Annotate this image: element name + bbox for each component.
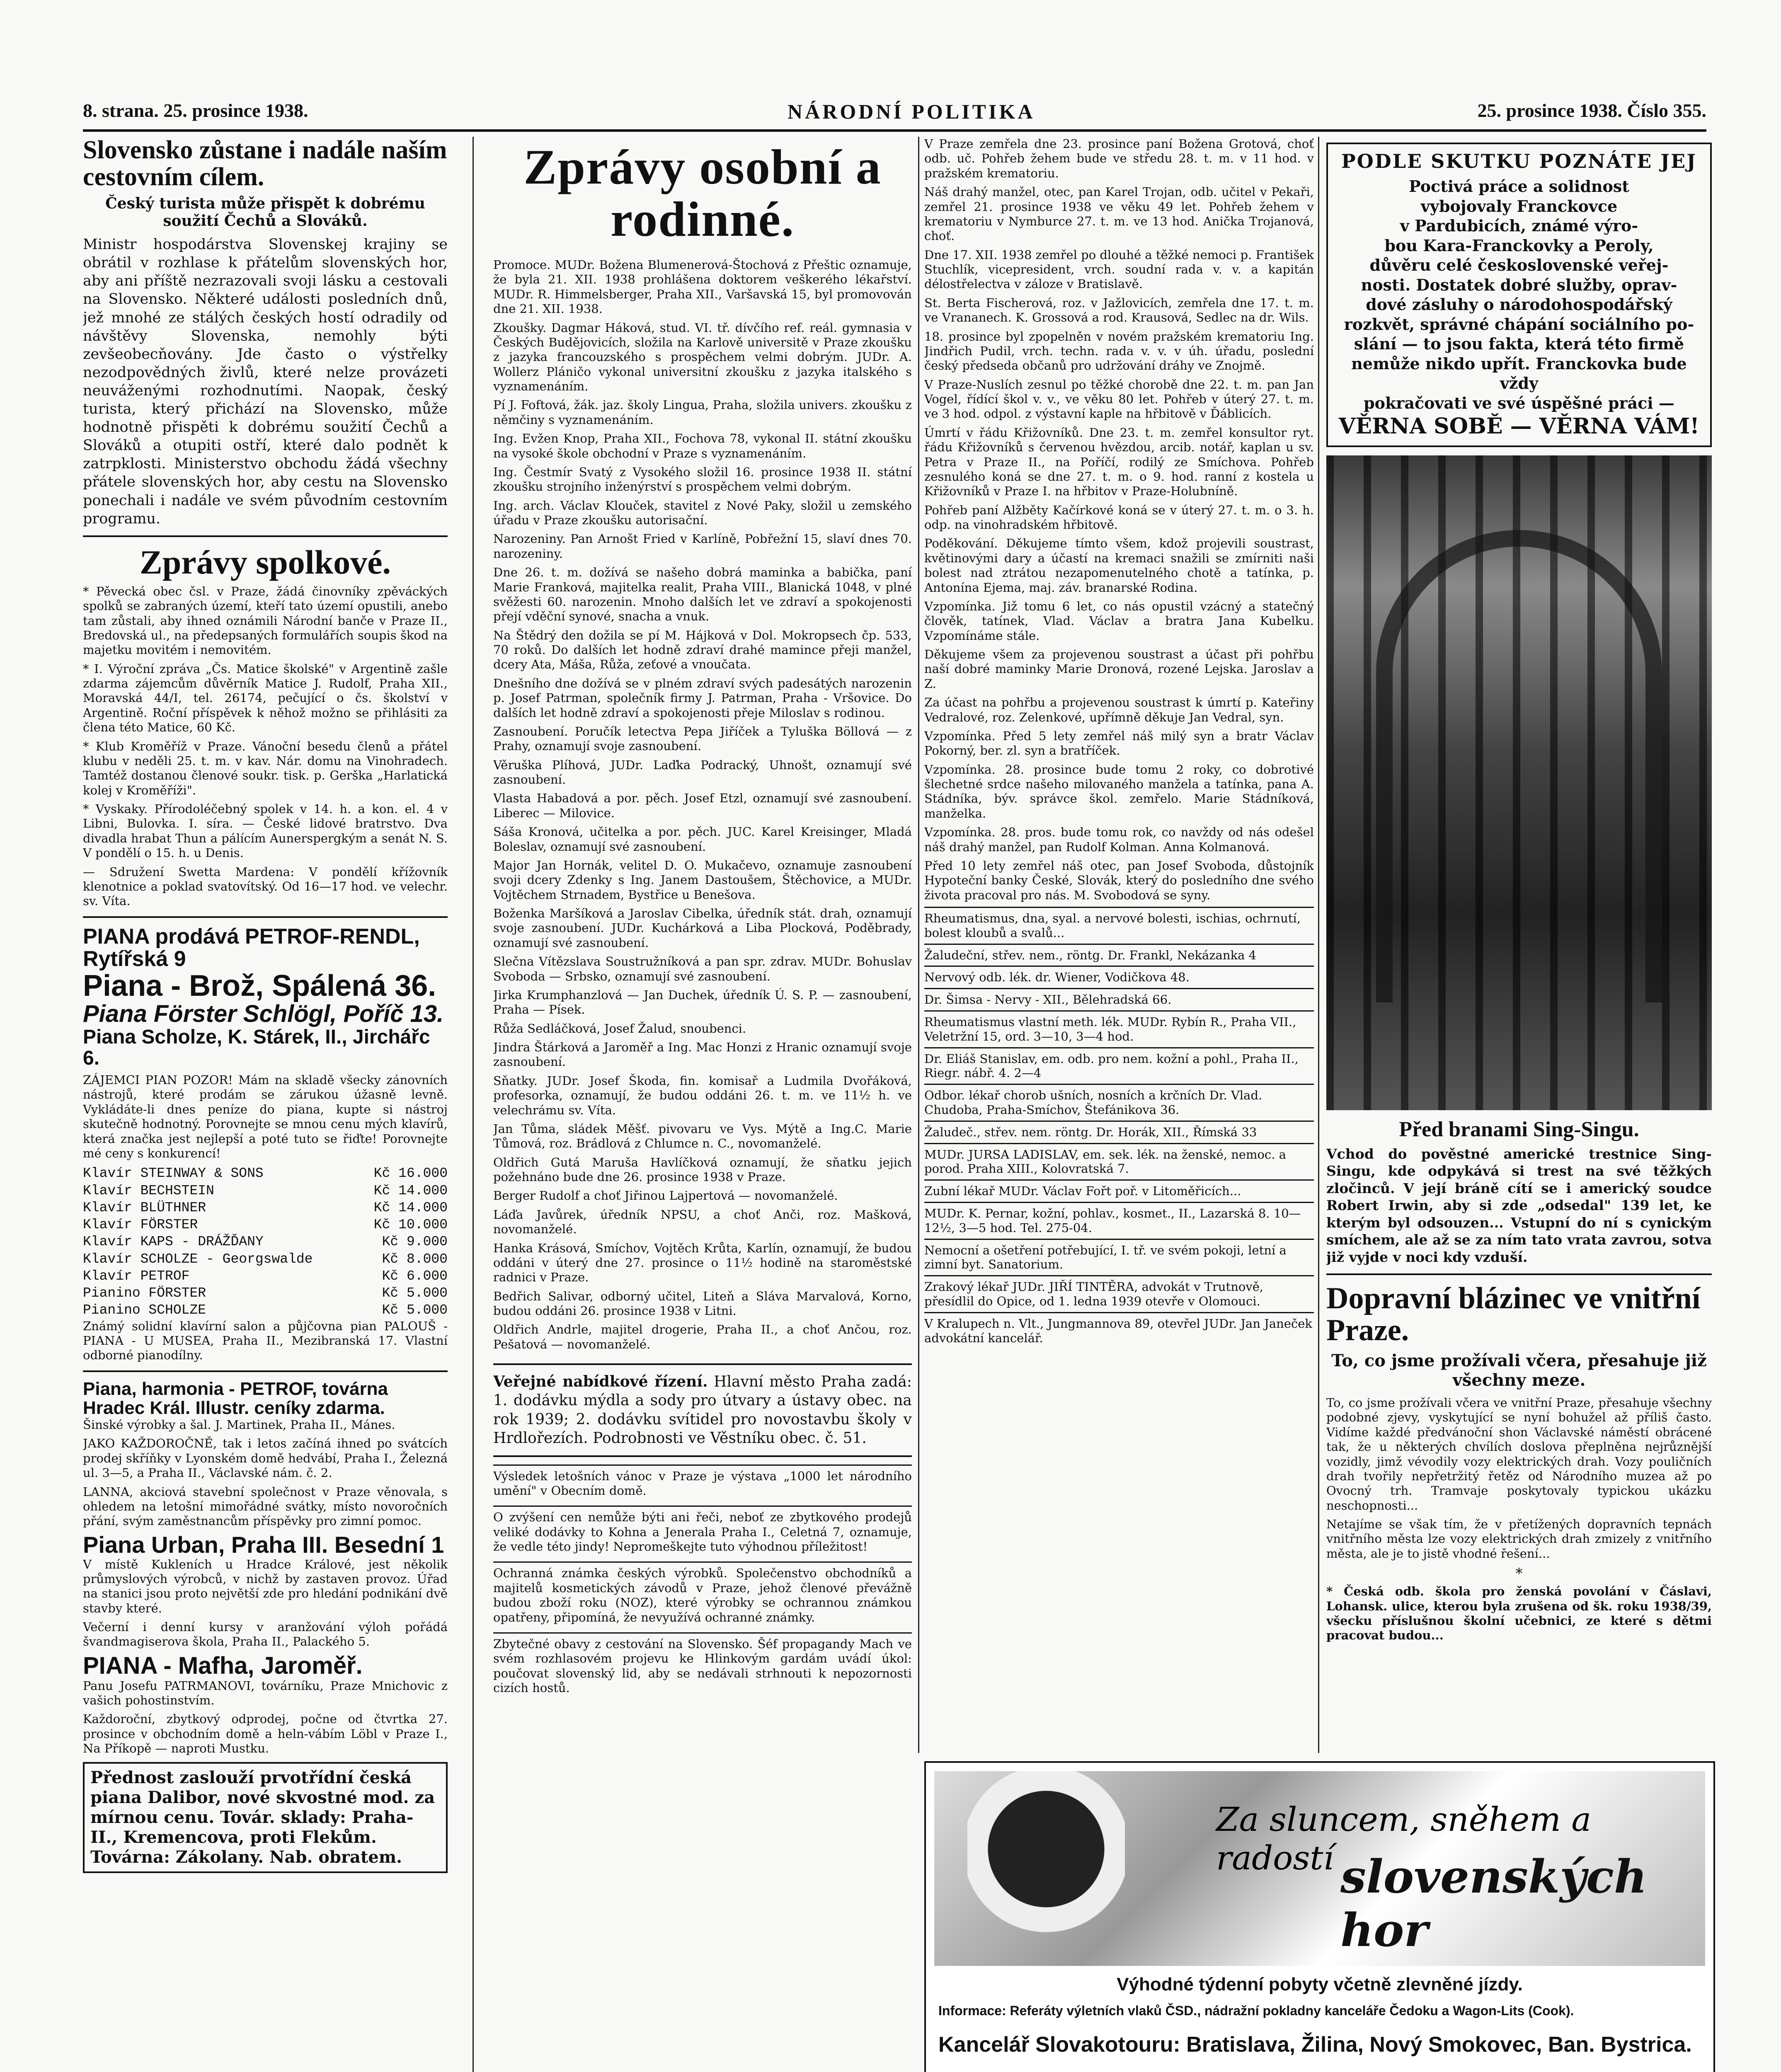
- column-divider: [1318, 137, 1319, 1753]
- doctor-ad: Rheumatismus vlastní meth. lék. MUDr. Rybín R., Praha VII., Veletržní 15, ord. 3—10, 3—4 hod.: [924, 1010, 1314, 1047]
- osobni-item: Sňatky. JUDr. Josef Škoda, fin. komisař a Ludmila Dvořáková, profesorka, oznamují, že budou oddáni 26. t. m. ve 11½ h. ve velechrámu sv. Víta.: [493, 1073, 912, 1117]
- motto-line: pokračovati ve své úspěšné práci —: [1364, 393, 1674, 412]
- photo-caption-title: Před branami Sing-Singu.: [1399, 1118, 1639, 1141]
- asterisk-divider: *: [1515, 1565, 1523, 1582]
- price-row: Pianino SCHOLZE Kč 5.000: [83, 1302, 448, 1318]
- ad-vecerni: Večerní i denní kursy v aranžování výloh pořádá švandmagiserova škola, Praha II., Palackého 5.: [83, 1620, 448, 1649]
- osobni-item: Ing. arch. Václav Klouček, stavitel z Nové Paky, složil u zemského úřadu v Praze zkoušku autorisační.: [493, 498, 912, 527]
- price-row: Klavír SCHOLZE - Georgswalde Kč 8.000: [83, 1251, 448, 1267]
- article-subtitle-slovensko: Český turista může přispět k dobrému soužití Čechů a Slováků.: [105, 195, 425, 230]
- price-row: Klavír BECHSTEIN Kč 14.000: [83, 1183, 448, 1198]
- osobni-item: Dne 26. t. m. dožívá se našeho dobrá maminka a babička, paní Marie Franková, majitelka realit, Praha VIII., Blanická 1048, v plné svěžesti 60. narozenin. Mnoho dalších let ve zdraví a spokojenosti přejí vděční synové, snacha a vnuk.: [493, 565, 912, 624]
- article-title-doprava: Dopravní blázinec ve vnitřní Praze.: [1326, 1281, 1701, 1348]
- ad-patrmanovi: Panu Josefu PATRMANOVI, továrníku, Praze Mnichovic z vašich pohostinstvím.: [83, 1678, 448, 1708]
- ad-zajemci: ZÁJEMCI PIAN POZOR! Mám na skladě všecky zánovních nástrojů, které prodám se zárukou úžasně levně. Vykládáte-li dnes peníze do piana, kupte si nástroj skutečně hodnotný. Porovnejte se mnou cenu mých klavírů, která značka jest nejlepší a poté tuto se řiďte! Porovnejte mé ceny s konkurencí!: [83, 1073, 448, 1160]
- motto-line: důvěru celé československé veřej-: [1369, 256, 1669, 274]
- ad-sinske: Šinské výrobky a šal. J. Martinek, Praha II., Mánes.: [83, 1418, 395, 1432]
- section-rule: [83, 916, 448, 918]
- obituary-item: Děkujeme všem za projevenou soustrast a účast při pohřbu naší dobré maminky Marie Dronová, rozené Lejska. Jaroslav a Z.: [924, 647, 1314, 691]
- osobni-item: Jindra Štárková a Jaroměř a Ing. Mac Honzi z Hranic oznamují svoje zasnoubení.: [493, 1040, 912, 1069]
- osobni-item: Major Jan Hornák, velitel D. O. Mukačevo, oznamuje zasnoubení svoji dcery Zdenky s Ing. Janem Dastoušem, Štěchovice, a MUDr. Vojtěchem Strnadem, Bystřice u Benešova.: [493, 858, 912, 902]
- notice-ceska-skola: * Česká odb. škola pro ženská povolání v Čáslavi, Lohansk. ulice, kterou byla zrušena od šk. roku 1938/39, všecku příslušnou školní učebnici, ze které s dětmi pracovat budou...: [1326, 1584, 1712, 1643]
- motto-line: nemůže nikdo upřít. Franckovka bude vždy: [1351, 354, 1687, 392]
- osobni-item: Na Štědrý den dožila se pí M. Hájková v Dol. Mokropsech čp. 533, 70 roků. Do dalších let hodně zdraví drahé mamince přeji manžel, dcery Ata, Máša, Růža, zeťové a vnoučata.: [493, 628, 912, 672]
- osobni-item: Věruška Plíhová, JUDr. Laďka Podracký, Uhnošt, oznamují své zasnoubení.: [493, 758, 912, 787]
- doctor-ad: Zubní lékař MUDr. Václav Fořt poř. v Litoměřicích...: [924, 1179, 1314, 1202]
- small-notice: Výsledek letošních vánoc v Praze je výstava „1000 let národního umění" v Obecním domě.: [493, 1464, 912, 1502]
- header-date-right: 25. prosince 1938. Číslo 355.: [1477, 100, 1706, 121]
- banner-script: Za sluncem, sněhem a radostí: [1216, 1800, 1592, 1877]
- doctor-ad: MUDr. K. Pernar, kožní, pohlav., kosmet., II., Lazarská 8. 10—12½, 3—5 hod. Tel. 275-04.: [924, 1202, 1314, 1239]
- ad-jako: JAKO KAŽDOROČNĚ, tak i letos začíná ihned po svátcích prodej skříňky v Lyonském domě hedvábí, Praha I., Železná ul. 3—5, a Praha II., Václavské nám. č. 2.: [83, 1436, 448, 1480]
- obituary-item: Vzpomínka. 28. pros. bude tomu rok, co navždy od nás odešel náš drahý manžel, pan Rudolf Kolman. Anna Kolmanová.: [924, 825, 1314, 854]
- spolkove-item: * I. Výroční zpráva „Čs. Matice školské" v Argentině zašle zdarma zájemcům důvěrník Matice J. Rudolf, Praha XII., Moravská 44/I, tel. 26174, pečující o čs. školství v Argentině. Roční příspěvek k něhož možno se přihlásiti za člena této Matice, 60 Kč.: [83, 661, 448, 735]
- price-row: Klavír BLÜTHNER Kč 14.000: [83, 1200, 448, 1215]
- section-rule: [493, 1455, 912, 1457]
- obituary-item: V Praze zemřela dne 23. prosince paní Božena Grotová, choť odb. uč. Pohřeb žehem bude ve středu 28. t. m. v 11 hod. v pražském krematoriu.: [924, 137, 1314, 180]
- ad-palous: Známý solidní klavírní salon a půjčovna pian PALOUŠ - PIANA - U MUSEA, Praha II., Mezibranská 17. Vlastní odborné pianodílny.: [83, 1319, 448, 1363]
- obituary-item: Před 10 lety zemřel náš otec, pan Josef Svoboda, důstojník Hypoteční banky České, Slovák, který do posledního dne svého života pracoval pro nás. M. Svobodová se syny.: [924, 858, 1314, 902]
- spolkove-item: — Sdružení Swetta Mardena: V pondělí křížovník klenotnice a poklad svatovítský. Od 16—17 hod. ve velechr. sv. Víta.: [83, 864, 448, 908]
- osobni-item: Dnešního dne dožívá se v plném zdraví svých padesátých narozenin p. Josef Patrman, společník firmy J. Patrman, Praha - Vršovice. Do dalších let hodně zdraví a spokojenosti přeje Miloslav s rodinou.: [493, 676, 912, 720]
- section-rule: [493, 1363, 912, 1365]
- obituary-item: Vzpomínka. Před 5 lety zemřel náš milý syn a bratr Václav Pokorný, ber. zl. syn a bratříček.: [924, 729, 1314, 758]
- obituary-item: Náš drahý manžel, otec, pan Karel Trojan, odb. učitel v Pekaři, zemřel 21. prosince 1938 ve věku 49 let. Pohřeb žehem v krematoriu v Nymburce 27. t. m. ve 13 hod. Anička Trojanová, choť.: [924, 185, 1314, 243]
- verejne-body: Hlavní město Praha zadá: 1. dodávku mýdla a sody pro útvary a ústavy obec. na rok 1939; 2. dodávku svítidel pro novostavbu školy v Hrdlořezích. Podrobnosti ve Věstníku obec. č. 51.: [493, 1373, 912, 1447]
- masthead: NÁRODNÍ POLITIKA: [788, 100, 1035, 123]
- ad-piana-scholze: Piana Scholze, K. Stárek, II., Jirchářc 6.: [83, 1026, 430, 1069]
- price-row: Klavír KAPS - DRÁŽĎANY Kč 9.000: [83, 1234, 448, 1250]
- doctor-ad: Žaludeč., střev. nem. röntg. Dr. Horák, XII., Římská 33: [924, 1121, 1314, 1143]
- doctor-ad: Dr. Šimsa - Nervy - XII., Bělehradská 66.: [924, 988, 1314, 1010]
- section-rule: [83, 535, 448, 537]
- page-header: [83, 99, 1706, 128]
- doctor-ad: Nervový odb. lék. dr. Wiener, Vodičkova 48.: [924, 966, 1314, 988]
- banner-caption: Výhodné týdenní pobyty včetně zlevněné jízdy.: [1117, 1974, 1523, 1995]
- price-row: Klavír FÖRSTER Kč 10.000: [83, 1217, 448, 1233]
- column-divider: [918, 137, 919, 1753]
- ad-urban: Piana Urban, Praha III. Besední 1: [83, 1531, 444, 1558]
- spolkove-item: * Klub Kroměříž v Praze. Vánoční besedu členů a přátel klubu v neděli 25. t. m. v kav. Nár. domu na Vinohradech. Tamtéž dostanou členové soukr. tisk. p. Gerška „Harlatická kolej v Kroměříži".: [83, 739, 448, 797]
- price-row: Pianino FÖRSTER Kč 5.000: [83, 1285, 448, 1301]
- doctor-ad: Žaludeční, střev. nem., röntg. Dr. Frankl, Nekázanka 4: [924, 944, 1314, 966]
- osobni-item: Narozeniny. Pan Arnošt Fried v Karlíně, Pobřežní 15, slaví dnes 70. narozeniny.: [493, 532, 912, 561]
- banner-script: slovenských hor: [1340, 1850, 1647, 1957]
- doctor-ad: MUDr. JURSA LADISLAV, em. sek. lék. na ženské, nemoc. a porod. Praha XIII., Kolovratská 7.: [924, 1143, 1314, 1180]
- ad-piana-petrof: PIANA prodává PETROF-RENDL, Rytířská 9: [83, 924, 420, 971]
- ad-dalibor: Přednost zaslouží prvotřídní česká piana Dalibor, nové skvostné mod. za mírnou cenu. Továr. sklady: Praha-II., Kremencova, proti Flekům. Továrna: Zákolany. Nab. obratem.: [83, 1762, 448, 1873]
- osobni-item: Vlasta Habadová a por. pěch. Josef Etzl, oznamují své zasnoubení. Liberec — Milovice.: [493, 791, 912, 820]
- ad-piana-forster: Piana Förster Schlögl, Poříč 13.: [83, 1000, 444, 1028]
- price-row: Klavír PETROF Kč 6.000: [83, 1268, 448, 1284]
- doctor-ad: Dr. Eliáš Stanislav, em. odb. pro nem. kožní a pohl., Praha II., Riegr. nábř. 4. 2—4: [924, 1047, 1314, 1084]
- osobni-item: Zasnoubení. Poručík letectva Pepa Jiříček a Tyluška Böllová — z Prahy, oznamují svoje zasnoubení.: [493, 724, 912, 753]
- spolkove-item: * Vyskaky. Přírodoléčebný spolek v 14. h. a kon. el. 4 v Libni, Bulovka. I. síra. — České lidové bratrstvo. Dva divadla hrabat Thun a pálícím Aunerspergkým a senát N. S. V pondělí o 15. h. u Denis.: [83, 802, 448, 860]
- ad-franckovka: [1326, 143, 1712, 447]
- motto-line: VĚRNA SOBĚ — VĚRNA VÁM!: [1338, 414, 1700, 439]
- ad-lanna: LANNA, akciová stavební společnost v Praze věnovala, s ohledem na letošní mimořádné svátky, místo novoročních přání, svým zaměstnancům příspěvky pro zimní pomoc.: [83, 1484, 448, 1528]
- article-title-slovensko: Slovensko zůstane i nadále naším cestovním cílem.: [83, 137, 447, 191]
- osobni-item: Ing. Čestmír Svatý z Vysokého složil 16. prosince 1938 II. státní zkoušku strojního inženýrství s prospěchem velmi dobrým.: [493, 465, 912, 494]
- ad-slovakotour: [924, 1761, 1715, 2072]
- osobni-item: Jirka Krumphanzlová — Jan Duchek, úředník Ú. S. P. — zasnoubení, Praha — Písek.: [493, 988, 912, 1017]
- osobni-item: Slečna Vítězslava Soustružníková a pan spr. zdrav. MUDr. Bohuslav Svoboda — Srbsko, oznamují své zasnoubení.: [493, 954, 912, 983]
- osobni-item: Zkoušky. Dagmar Háková, stud. VI. tř. dívčího ref. reál. gymnasia v Českých Budějovicích, složila na Karlově universitě v Praze zkoušku z jazyka francouzského s prospěchem velmi dobrým. JUDr. A. Wollerz Pláničo vykonal universitní zkoušku z jazyka italského s vyznamenáním.: [493, 320, 912, 393]
- price-row: Klavír STEINWAY & SONS Kč 16.000: [83, 1166, 448, 1181]
- column-divider: [473, 137, 474, 2072]
- motto-line: bou Kara-Franckovky a Peroly,: [1384, 236, 1654, 255]
- doctor-ad: V Kralupech n. Vlt., Jungmannova 89, otevřel JUDr. Jan Janeček advokátní kancelář.: [924, 1312, 1314, 1349]
- section-title-osobni: Zprávy osobní a rodinné.: [523, 139, 882, 247]
- section-rule: [83, 1370, 448, 1372]
- column-2: [493, 137, 912, 2072]
- small-notice: Ochranná známka českých výrobků. Společenstvo obchodníků a majitelů kosmetických závodů v Praze, jehož členové převážně budou zboží roku (NOZ), které výrobky se ochrannou známkou opatřeny, připomíná, že nevyužívá ochranné známky.: [493, 1561, 912, 1628]
- osobni-item: Oldřich Andrle, majitel drogerie, Praha II., a choť Ančou, roz. Pešatová — novomanželé.: [493, 1322, 912, 1351]
- photo-caption: Vchod do pověstné americké trestnice Sing-Singu, kde odpykává si trest na své těžkých zločinců. V její bráně cítí se i americký soudce Robert Irwin, aby si zde „odsedal" 139 let, ke kterým byl odsouzen... Vstupní do ní s cynickým smíchem, ale až se za ním tato vrata zavrou, sotva již vyjde v noci kdy vzduší.: [1326, 1145, 1712, 1266]
- osobni-item: Pí J. Foftová, žák. jaz. školy Lingua, Praha, složila univers. zkoušku z němčiny s vyznamenáním.: [493, 398, 912, 427]
- obituary-item: Pohřeb paní Alžběty Kačírkové koná se v úterý 27. t. m. o 3. h. odp. na vinohradském hřbitově.: [924, 503, 1314, 532]
- motto-line: dové zásluhy o národohospodářský: [1366, 295, 1672, 314]
- motto-line: rozkvět, správné chápání sociálního po-: [1344, 315, 1694, 334]
- osobni-item: Láďa Javůrek, úředník NPSU, a choť Anči, roz. Mašková, novomanželé.: [493, 1207, 912, 1237]
- osobni-item: Oldřich Gutá Maruša Havlíčková oznamují, že sňatku jejich požehnáno bude dne 26. prosince 1938 v Praze.: [493, 1155, 912, 1184]
- motto-line: slání — to jsou fakta, která této firmě: [1354, 334, 1684, 353]
- osobni-item: Sáša Kronová, učitelka a por. pěch. JUC. Karel Kreisinger, Mladá Boleslav, oznamují své zasnoubení.: [493, 825, 912, 854]
- osobni-item: Hanka Krásová, Smíchov, Vojtěch Krůta, Karlín, oznamují, že budou oddáni v úterý dne 27. prosince o 11½ hodině na staroměstské radnici v Praze.: [493, 1241, 912, 1285]
- obituary-item: Vzpomínka. Již tomu 6 let, co nás opustil vzácný a statečný člověk, tatínek, Vlad. Václav a bratra Jana Kubelku. Vzpomínáme stále.: [924, 599, 1314, 643]
- obituary-item: V Praze-Nuslích zesnul po těžké chorobě dne 22. t. m. pan Jan Vogel, řídící škol v. v., ve věku 80 let. Pohřeb v úterý 27. t. m. ve 3 hod. odpol. z výstavní kaple na hřbitově v Ďáblicích.: [924, 377, 1314, 421]
- doctor-ad: Nemocní a ošetření potřebující, I. tř. ve svém pokoji, letní a zimní byt. Sanatorium.: [924, 1239, 1314, 1276]
- motto-line: vybojovaly Franckovce: [1420, 196, 1618, 215]
- section-title-spolkove: Zprávy spolkové.: [140, 543, 391, 581]
- price-list: [83, 1165, 448, 1319]
- osobni-item: Růža Sedláčková, Josef Žalud, snoubenci.: [493, 1021, 746, 1036]
- ad-harmonia: Piana, harmonia - PETROF, továrna Hradec Král. Illustr. ceníky zdarma.: [83, 1378, 388, 1418]
- doctor-ad: Odbor. lékař chorob ušních, nosních a krčních Dr. Vlad. Chudoba, Praha-Smíchov, Štefánikova 36.: [924, 1084, 1314, 1121]
- osobni-item: Bedřich Salivar, odborný učitel, Liteň a Sláva Marvalová, Korno, budou oddáni 26. prosince 1938 v Litni.: [493, 1289, 912, 1318]
- obituary-item: Úmrtí v řádu Křižovníků. Dne 23. t. m. zemřel konsultor ryt. řádu Křižovníků s červenou hvězdou, arcib. notář, kaplan u sv. Petra v Praze II., na Poříčí, rodilý ze Smíchova. Pohřeb zesnulého koná se dne 27. t. m. o 9. hod. ranní z kostela u Křižovníků v Praze I. na hřbitov v Praze-Holubníně.: [924, 425, 1314, 499]
- header-date-left: 8. strana. 25. prosince 1938.: [83, 100, 308, 121]
- column-1: [83, 137, 448, 2072]
- small-notice: Zbytečné obavy z cestování na Slovensko. Šéf propagandy Mach ve svém rozhlasovém projevu ke Hlinkovým gardám uvádí úkol: poučovat slovenský lid, aby se nedávali strhnouti k nepozornosti cizích hostů.: [493, 1632, 912, 1699]
- motto-line: nosti. Dostatek dobré služby, oprav-: [1361, 275, 1677, 294]
- osobni-item: Berger Rudolf a choť Jiřinou Lajpertová — novomanželé.: [493, 1188, 838, 1203]
- column-4: [1326, 137, 1712, 1745]
- spolkove-item: * Pěvecká obec čsl. v Praze, žádá činovníky zpěváckých spolků se zabraných území, kteří tato území opustili, anebo tam zůstali, aby ihned oznámili Národní banče v Praze II., Bredovská ul., na předepsaných formulářích soupis škod na majetku movitém i nemovitém.: [83, 584, 448, 657]
- article-body-doprava: Netajíme se však tím, že v přetížených dopravních tepnách vnitřního města lze vozy elektrických drah zmizely z vnitřního města, ale je to jistě vhodné řešení...: [1326, 1517, 1712, 1561]
- banner-offices: Kancelář Slovakotouru: Bratislava, Žilina, Nový Smokovec, Ban. Bystrica.: [938, 2033, 1692, 2057]
- motto-line: Poctivá práce a solidnost: [1409, 177, 1629, 196]
- header-rule: [83, 129, 1706, 132]
- osobni-item: Boženka Maršíková a Jaroslav Cibelka, úředník stát. drah, oznamují svoje zasnoubení. JUDr. Kuchárková a Liba Plocková, Poděbrady, oznamují své zasnoubení.: [493, 906, 912, 950]
- motto-arc: PODLE SKUTKU POZNÁTE JEJ: [1341, 150, 1697, 172]
- osobni-item: Promoce. MUDr. Božena Blumenerová-Štochová z Přeštic oznamuje, že byla 21. XII. 1938 prohlášena doktorem veškerého lékařství. MUDr. R. Himmelsberger, Praha XII., Varšavská 15, byl promovován dne 21. XII. 1938.: [493, 258, 912, 316]
- motto-line: v Pardubicích, známé výro-: [1400, 216, 1638, 235]
- article-body-doprava: To, co jsme prožívali včera ve vnitřní Praze, přesahuje všechny podobné zjevy, vyskytující se nyní bohužel až příliš často. Vidíme každé předvánoční shon Václavské náměstí obrácené tak, že u některých chvílích doslova přeplněna nejrůznější vozidly, jimž vévodily vozy elektrických drah. Vozy pouličních drah tvořily nepřetržitý řetěz od Národního muzea až po Ovocný trh. Tramvaje poskytovaly typickou ukázku neschopnosti...: [1326, 1396, 1712, 1513]
- skier-figure: [967, 1771, 1125, 1966]
- column-3: [924, 137, 1314, 1745]
- osobni-item: Ing. Evžen Knop, Praha XII., Fochova 78, vykonal II. státní zkoušku na vysoké škole obchodní v Praze s vyznamenáním.: [493, 431, 912, 460]
- ad-kukleni: V místě Kukleních u Hradce Králové, jest několik průmyslových výrobců, v nichž by zastaven provoz. Úřad na stanici jsou proto největší zde pro hledání podnikání dvě stavby které.: [83, 1557, 448, 1615]
- obituary-item: St. Berta Fischerová, roz. v Jažlovicích, zemřela dne 17. t. m. ve Vrananech. K. Grossová a rod. Krausová, Sedlec na dr. Wils.: [924, 295, 1314, 325]
- doctor-ad: Zrakový lékař JUDr. JIŘÍ TINTĚRA, advokát v Trutnově, přesídlil do Opice, od 1. ledna 1939 otevře v Olomouci.: [924, 1275, 1314, 1312]
- section-rule: [1326, 1273, 1712, 1275]
- small-notice: O zvýšení cen nemůže býti ani řeči, neboť ze zbytkového prodejů veliké dodávky to Kohna a Jenerala Praha I., Celetná 7, oznamuje, že vedle této jindy! Nepromeškejte tuto výhodnou příležitost!: [493, 1506, 912, 1557]
- doctor-ad: Rheumatismus, dna, syal. a nervové bolesti, ischias, ochrnutí, bolest kloubů a svalů...: [924, 907, 1314, 944]
- article-subtitle-doprava: To, co jsme prožívali včera, přesahuje již všechny meze.: [1331, 1351, 1707, 1390]
- obituary-item: Poděkování. Děkujeme tímto všem, kdož projevili soustrast, květinovými dary a účastí na kremaci snažili se zmírniti naši bolest nad ztrátou nezapomenutelného chotě a tatínka, p. Antonína Ejema, maj. záv. branarské Rodina.: [924, 536, 1314, 595]
- verejne-title: Veřejné nabídkové řízení.: [493, 1373, 708, 1391]
- article-body-slovensko: Ministr hospodárstva Slovenskej krajiny se obrátil v rozhlase k přátelům slovenských hor, aby ani příště nezrazovali svoji lásku a cestovali na Slovensko. Některé události posledních dnů, jež mnohé ze stálých českých hostí odradily od návštěvy Slovenska, nemohly býti zevšeobecňovány. Jde často o výstřelky nezodpovědných živlů, které nelze provázeti neuváženými rozhodnutími. Naopak, český turista, který přichází na Slovensko, může hodnotně přispěti k dobrému soužití Čechů a Slováků a otupiti ostří, které dalo podnět k zatrpklosti. Ministerstvo obchodu žádá všechny přátele slovenských hor, aby cestu na Slovensko ponechali i nadále ve svém původním cestovním programu.: [83, 236, 448, 527]
- obituary-item: 18. prosince byl zpopelněn v novém pražském krematoriu Ing. Jindřich Pudil, vrch. techn. rada v. v. v úh. úřadu, poslední český předseda občanů pro udržování dráhy ve Znojmě.: [924, 329, 1314, 373]
- banner-info: Informace: Referáty výletních vlaků ČSD., nádražní pokladny kanceláře Čedoku a Wagon-Lits (Cook).: [938, 2003, 1574, 2018]
- obituary-item: Dne 17. XII. 1938 zemřel po dlouhé a těžké nemoci p. František Stuchlík, vicepresident, vrch. soudní rada v. v. a kapitán délostřelectva v záloze v Bratislavě.: [924, 247, 1314, 291]
- ad-piana-broz: Piana - Brož, Spálená 36.: [83, 969, 436, 1002]
- photo-sing-sing: [1326, 455, 1712, 1110]
- obituary-item: Za účast na pohřbu a projevenou soustrast k úmrtí p. Kateřiny Vedralové, roz. Zelenkové, upřímně děkuje Jan Vedral, syn.: [924, 695, 1314, 724]
- ad-mafha: PIANA - Mafha, Jaroměř.: [83, 1652, 363, 1679]
- ad-kazdorocni: Každoroční, zbytkový odprodej, počne od čtvrtka 27. prosince v obchodním domě a heln-vábím Löbl v Praze I., Na Příkopě — naproti Mustku.: [83, 1712, 448, 1756]
- osobni-item: Jan Tůma, sládek Měšť. pivovaru ve Vys. Mýtě a Ing.C. Marie Tůmová, roz. Brádlová z Chlumce n. C., novomanželé.: [493, 1121, 912, 1151]
- obituary-item: Vzpomínka. 28. prosince bude tomu 2 roky, co dobrotivé šlechetné srdce našeho milovaného manžela a tatínka, pana A. Stádníka, býv. správce škol. zemřelo. Marie Stádníková, manželka.: [924, 762, 1314, 821]
